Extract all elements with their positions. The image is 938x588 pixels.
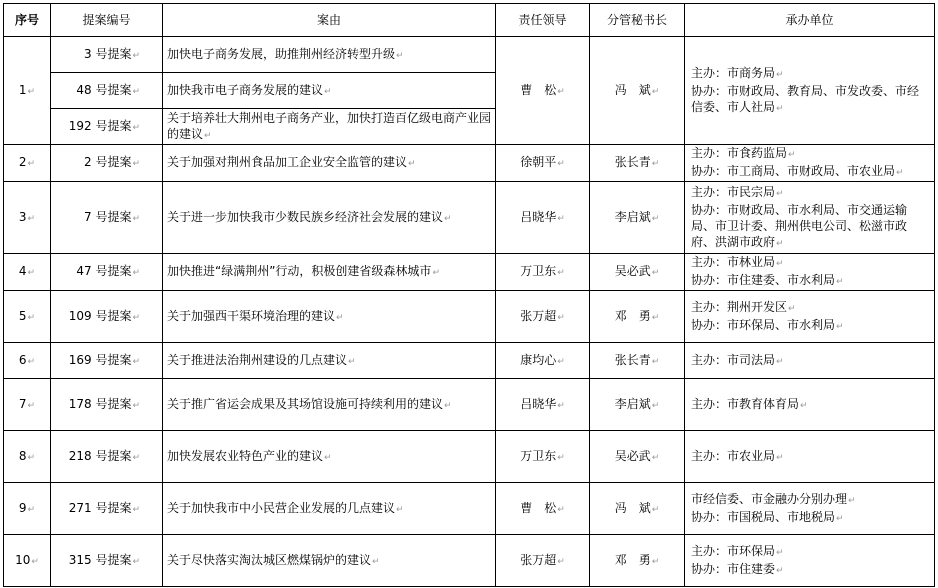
- secretary-name: 冯 斌: [614, 82, 651, 97]
- subject-cell: [163, 343, 496, 379]
- seq-cell: [4, 37, 51, 145]
- paragraph-mark-icon: ↵: [557, 213, 565, 224]
- org-line: [691, 65, 930, 83]
- leader-name: 康均心: [520, 352, 557, 367]
- org-cell: [685, 291, 935, 343]
- paragraph-mark-icon: ↵: [27, 452, 36, 463]
- table-row: [4, 254, 935, 291]
- subject-cell: [163, 535, 496, 587]
- leader-name: 万卫东: [520, 264, 557, 278]
- org-line: [691, 254, 930, 272]
- leader-cell: [496, 37, 590, 145]
- paragraph-mark-icon: ↵: [432, 268, 440, 278]
- paragraph-mark-icon: ↵: [776, 69, 784, 80]
- paragraph-mark-icon: ↵: [776, 565, 784, 576]
- paragraph-mark-icon: ↵: [896, 168, 904, 178]
- paragraph-mark-icon: ↵: [836, 513, 844, 524]
- proposal-no: 7 号提案: [84, 209, 132, 224]
- paragraph-mark-icon: ↵: [27, 312, 36, 323]
- proposal-subject: 加快电子商务发展，助推荆州经济转型升级: [167, 46, 396, 61]
- proposal-subject: 关于加快我市中小民营企业发展的几点建议: [167, 500, 396, 515]
- org-line: [691, 272, 930, 290]
- proposal-no-cell: [51, 343, 163, 379]
- org-cell: [685, 535, 935, 587]
- org-text: 市经信委、市金融办分别办理: [691, 491, 848, 506]
- seq-cell: [4, 254, 51, 291]
- secretary-cell: [590, 145, 685, 182]
- seq-number: 4: [18, 264, 27, 278]
- table-row: [4, 483, 935, 535]
- table-row: [4, 37, 935, 73]
- proposal-subject: 关于加强对荆州食品加工企业安全监管的建议: [167, 155, 408, 169]
- header-subject: 案由: [163, 4, 496, 37]
- paragraph-mark-icon: ↵: [396, 504, 404, 515]
- seq-number: 5: [18, 308, 27, 323]
- proposal-no-cell: [51, 291, 163, 343]
- leader-cell: [496, 145, 590, 182]
- seq-number: 7: [18, 396, 27, 411]
- secretary-cell: [590, 291, 685, 343]
- paragraph-mark-icon: ↵: [557, 356, 565, 367]
- header-secretary: 分管秘书长: [590, 4, 685, 37]
- paragraph-mark-icon: ↵: [324, 86, 332, 97]
- paragraph-mark-icon: ↵: [132, 312, 140, 323]
- paragraph-mark-icon: ↵: [444, 213, 452, 224]
- paragraph-mark-icon: ↵: [651, 86, 660, 97]
- proposal-no-cell: [51, 37, 163, 73]
- leader-name: 张万超: [520, 308, 557, 323]
- seq-cell: [4, 145, 51, 182]
- proposal-no-cell: [51, 431, 163, 483]
- org-line: [691, 561, 930, 579]
- seq-number: 2: [18, 155, 27, 169]
- seq-cell: [4, 291, 51, 343]
- org-line: [691, 163, 930, 181]
- proposal-no-cell: [51, 109, 163, 145]
- secretary-cell: [590, 37, 685, 145]
- secretary-name: 李启斌: [614, 396, 651, 411]
- table-row: [4, 379, 935, 431]
- paragraph-mark-icon: ↵: [776, 188, 784, 199]
- paragraph-mark-icon: ↵: [788, 303, 796, 314]
- header-seq: 序号: [4, 4, 51, 37]
- paragraph-mark-icon: ↵: [132, 50, 140, 61]
- leader-cell: [496, 182, 590, 254]
- proposal-no-cell: [51, 379, 163, 431]
- subject-cell: [163, 145, 496, 182]
- leader-name: 吕晓华: [520, 209, 557, 224]
- paragraph-mark-icon: ↵: [557, 268, 565, 278]
- proposal-no: 271 号提案: [68, 500, 132, 515]
- org-text: 主办：荆州开发区: [691, 299, 788, 314]
- paragraph-mark-icon: ↵: [557, 452, 565, 463]
- paragraph-mark-icon: ↵: [27, 213, 36, 224]
- secretary-cell: [590, 431, 685, 483]
- proposal-subject: 关于培养壮大荆州电子商务产业，加快打造百亿级电商产业园的建议: [167, 110, 492, 141]
- paragraph-mark-icon: ↵: [788, 150, 796, 160]
- proposal-no: 48 号提案: [76, 82, 132, 97]
- leader-name: 曹 松: [520, 82, 557, 97]
- seq-number: 1: [18, 82, 27, 97]
- secretary-name: 吴必武: [614, 448, 651, 463]
- header-org: 承办单位: [685, 4, 935, 37]
- subject-cell: [163, 37, 496, 73]
- paragraph-mark-icon: ↵: [408, 159, 416, 169]
- org-line: [691, 352, 930, 370]
- paragraph-mark-icon: ↵: [132, 213, 140, 224]
- paragraph-mark-icon: ↵: [396, 50, 404, 61]
- secretary-cell: [590, 483, 685, 535]
- paragraph-mark-icon: ↵: [557, 556, 565, 567]
- paragraph-mark-icon: ↵: [557, 504, 565, 515]
- paragraph-mark-icon: ↵: [836, 277, 844, 287]
- leader-cell: [496, 291, 590, 343]
- paragraph-mark-icon: ↵: [348, 356, 356, 367]
- org-line: [691, 317, 930, 335]
- org-text: 协办：市财政局、市水利局、市交通运输局、市卫计委、荆州供电公司、松滋市政府、洪湖市政府: [691, 202, 908, 249]
- seq-cell: [4, 431, 51, 483]
- org-text: 主办：市环保局: [691, 543, 776, 558]
- secretary-name: 李启斌: [614, 209, 651, 224]
- table-row: [4, 291, 935, 343]
- paragraph-mark-icon: ↵: [651, 159, 660, 169]
- secretary-name: 吴必武: [614, 264, 651, 278]
- seq-cell: [4, 535, 51, 587]
- paragraph-mark-icon: ↵: [557, 312, 565, 323]
- proposal-no: 47 号提案: [76, 264, 132, 278]
- proposal-no-cell: [51, 254, 163, 291]
- org-cell: [685, 431, 935, 483]
- leader-cell: [496, 431, 590, 483]
- seq-number: 8: [18, 448, 27, 463]
- org-text: 协办：市环保局、市水利局: [691, 317, 836, 332]
- org-line: [691, 509, 930, 527]
- org-text: 协办：市住建委、市水利局: [691, 273, 836, 287]
- paragraph-mark-icon: ↵: [27, 86, 36, 97]
- leader-name: 吕晓华: [520, 396, 557, 411]
- leader-cell: [496, 483, 590, 535]
- table-row: [4, 535, 935, 587]
- org-text: 协办：市住建委: [691, 561, 776, 576]
- paragraph-mark-icon: ↵: [336, 312, 344, 323]
- paragraph-mark-icon: ↵: [132, 400, 140, 411]
- seq-number: 3: [18, 209, 27, 224]
- paragraph-mark-icon: ↵: [27, 400, 36, 411]
- paragraph-mark-icon: ↵: [776, 547, 784, 558]
- secretary-name: 邓 勇: [614, 552, 651, 567]
- proposal-subject: 关于推广省运会成果及其场馆设施可持续利用的建议: [167, 396, 444, 411]
- table-body: [4, 37, 935, 587]
- org-cell: [685, 483, 935, 535]
- leader-cell: [496, 254, 590, 291]
- table-row: [4, 145, 935, 182]
- proposal-subject: 加快推进“绿满荆州”行动，积极创建省级森林城市: [167, 264, 432, 278]
- proposal-subject: 关于推进法治荆州建设的几点建议: [167, 352, 348, 367]
- proposal-no: 315 号提案: [68, 552, 132, 567]
- proposal-table: [3, 3, 935, 587]
- org-text: 主办：市食药监局: [691, 146, 788, 160]
- paragraph-mark-icon: ↵: [27, 268, 36, 278]
- subject-cell: [163, 109, 496, 145]
- paragraph-mark-icon: ↵: [132, 122, 140, 133]
- org-cell: [685, 145, 935, 182]
- paragraph-mark-icon: ↵: [776, 238, 784, 249]
- subject-cell: [163, 182, 496, 254]
- org-cell: [685, 343, 935, 379]
- paragraph-mark-icon: ↵: [557, 400, 565, 411]
- org-line: [691, 145, 930, 163]
- org-line: [691, 83, 930, 117]
- secretary-name: 冯 斌: [614, 500, 651, 515]
- org-cell: [685, 254, 935, 291]
- table-row: [4, 182, 935, 254]
- proposal-no-cell: [51, 535, 163, 587]
- secretary-cell: [590, 254, 685, 291]
- proposal-no: 178 号提案: [68, 396, 132, 411]
- paragraph-mark-icon: ↵: [651, 268, 660, 278]
- org-line: [691, 448, 930, 466]
- seq-number: 6: [18, 352, 27, 367]
- paragraph-mark-icon: ↵: [651, 312, 660, 323]
- proposal-subject: 关于进一步加快我市少数民族乡经济社会发展的建议: [167, 209, 444, 224]
- org-cell: [685, 37, 935, 145]
- table-row: [4, 431, 935, 483]
- paragraph-mark-icon: ↵: [776, 356, 784, 367]
- paragraph-mark-icon: ↵: [776, 103, 784, 114]
- leader-name: 徐朝平: [520, 155, 557, 169]
- paragraph-mark-icon: ↵: [651, 356, 660, 367]
- proposal-no: 109 号提案: [68, 308, 132, 323]
- org-cell: [685, 379, 935, 431]
- paragraph-mark-icon: ↵: [651, 556, 660, 567]
- table-row: [4, 343, 935, 379]
- org-line: [691, 202, 930, 252]
- paragraph-mark-icon: ↵: [651, 213, 660, 224]
- secretary-cell: [590, 379, 685, 431]
- secretary-cell: [590, 535, 685, 587]
- org-text: 主办：市商务局: [691, 65, 776, 80]
- org-line: [691, 543, 930, 561]
- org-line: [691, 396, 930, 414]
- paragraph-mark-icon: ↵: [651, 504, 660, 515]
- proposal-no-cell: [51, 145, 163, 182]
- paragraph-mark-icon: ↵: [324, 452, 332, 463]
- paragraph-mark-icon: ↵: [132, 556, 140, 567]
- proposal-subject: 加快发展农业特色产业的建议: [167, 448, 324, 463]
- paragraph-mark-icon: ↵: [836, 321, 844, 332]
- subject-cell: [163, 483, 496, 535]
- header-proposal-no: 提案编号: [51, 4, 163, 37]
- paragraph-mark-icon: ↵: [557, 86, 565, 97]
- header-leader: 责任领导: [496, 4, 590, 37]
- org-text: 主办：市教育体育局: [691, 396, 800, 411]
- org-text: 主办：市民宗局: [691, 184, 776, 199]
- paragraph-mark-icon: ↵: [27, 159, 36, 169]
- paragraph-mark-icon: ↵: [27, 356, 36, 367]
- subject-cell: [163, 431, 496, 483]
- table-header-row: [4, 4, 935, 37]
- proposal-no: 169 号提案: [68, 352, 132, 367]
- paragraph-mark-icon: ↵: [132, 504, 140, 515]
- paragraph-mark-icon: ↵: [651, 452, 660, 463]
- leader-cell: [496, 343, 590, 379]
- secretary-cell: [590, 182, 685, 254]
- org-text: 主办：市林业局: [691, 255, 776, 269]
- seq-number: 10: [15, 552, 31, 567]
- secretary-name: 邓 勇: [614, 308, 651, 323]
- paragraph-mark-icon: ↵: [444, 400, 452, 411]
- paragraph-mark-icon: ↵: [132, 159, 140, 169]
- paragraph-mark-icon: ↵: [132, 356, 140, 367]
- org-text: 主办：市农业局: [691, 448, 776, 463]
- leader-name: 曹 松: [520, 500, 557, 515]
- seq-number: 9: [18, 500, 27, 515]
- proposal-no: 218 号提案: [68, 448, 132, 463]
- leader-name: 万卫东: [520, 448, 557, 463]
- seq-cell: [4, 379, 51, 431]
- secretary-cell: [590, 343, 685, 379]
- paragraph-mark-icon: ↵: [776, 452, 784, 463]
- org-text: 协办：市国税局、市地税局: [691, 509, 836, 524]
- org-text: 主办：市司法局: [691, 352, 776, 367]
- leader-cell: [496, 379, 590, 431]
- paragraph-mark-icon: ↵: [372, 556, 380, 567]
- proposal-no: 2 号提案: [84, 155, 132, 169]
- paragraph-mark-icon: ↵: [132, 86, 140, 97]
- proposal-subject: 关于加强西干渠环境治理的建议: [167, 308, 336, 323]
- seq-cell: [4, 343, 51, 379]
- paragraph-mark-icon: ↵: [31, 556, 39, 567]
- seq-cell: [4, 182, 51, 254]
- org-line: [691, 491, 930, 509]
- seq-cell: [4, 483, 51, 535]
- secretary-name: 张长青: [614, 352, 651, 367]
- proposal-subject: 关于尽快落实淘汰城区燃煤锅炉的建议: [167, 552, 372, 567]
- subject-cell: [163, 379, 496, 431]
- proposal-no-cell: [51, 483, 163, 535]
- subject-cell: [163, 291, 496, 343]
- paragraph-mark-icon: ↵: [557, 159, 565, 169]
- org-line: [691, 299, 930, 317]
- paragraph-mark-icon: ↵: [800, 400, 808, 411]
- proposal-no-cell: [51, 182, 163, 254]
- leader-cell: [496, 535, 590, 587]
- paragraph-mark-icon: ↵: [132, 452, 140, 463]
- org-text: 协办：市工商局、市财政局、市农业局: [691, 164, 896, 178]
- proposal-no-cell: [51, 73, 163, 109]
- org-text: 协办：市财政局、教育局、市发改委、市经信委、市人社局: [691, 83, 920, 114]
- paragraph-mark-icon: ↵: [776, 259, 784, 269]
- leader-name: 张万超: [520, 552, 557, 567]
- org-line: [691, 184, 930, 202]
- subject-cell: [163, 254, 496, 291]
- paragraph-mark-icon: ↵: [848, 495, 856, 506]
- proposal-subject: 加快我市电子商务发展的建议: [167, 82, 324, 97]
- paragraph-mark-icon: ↵: [132, 268, 140, 278]
- paragraph-mark-icon: ↵: [651, 400, 660, 411]
- proposal-no: 3 号提案: [84, 46, 132, 61]
- paragraph-mark-icon: ↵: [204, 130, 212, 141]
- subject-cell: [163, 73, 496, 109]
- proposal-no: 192 号提案: [68, 118, 132, 133]
- secretary-name: 张长青: [614, 155, 651, 169]
- org-cell: [685, 182, 935, 254]
- paragraph-mark-icon: ↵: [27, 504, 36, 515]
